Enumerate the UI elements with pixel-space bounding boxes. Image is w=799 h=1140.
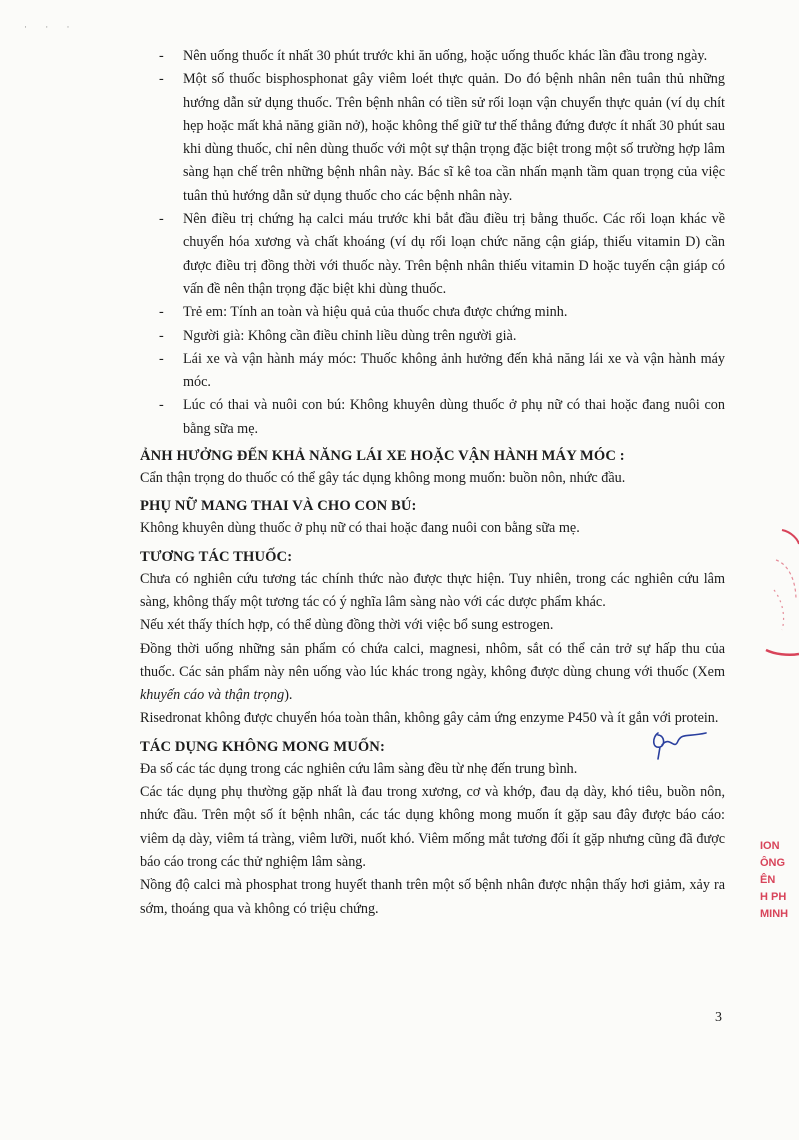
list-item (140, 68, 725, 208)
list-dash: - (159, 71, 164, 88)
list-dash: - (159, 211, 164, 228)
list-item-text: Một số thuốc bisphosphonat gây viêm loét thực quản. Do đó bệnh nhân nên tuân thủ những hướng dẫn sử dụng thuốc. Trên bệnh nhân có tiền sử rối loạn vận chuyển thực quản (ví dụ chít hẹp hoặc mất khả năng giãn nở), hoặc không thể giữ tư thế thẳng đứng được ít nhất 30 phút sau khi dùng thuốc, chỉ nên dùng thuốc với một sự thận trọng đặc biệt trong một số trường hợp lâm sàng hạn chế trên những bệnh nhân này. Bác sĩ kê toa cần nhấn mạnh tầm quan trọng của việc tuân thủ hướng dẫn sử dụng thuốc cho các bệnh nhân này. (183, 71, 725, 204)
list-item (140, 348, 725, 395)
stamp-text: ION (760, 840, 780, 852)
list-item-text: Nên điều trị chứng hạ calci máu trước khi bắt đầu điều trị bằng thuốc. Các rối loạn khác về chuyển hóa xương và chất khoáng (ví dụ rối loạn chức năng cận giáp, thiếu vitamin D) cần được điều trị đồng thời với thuốc này. Trên bệnh nhân thiếu vitamin D hoặc tuyến cận giáp có vấn đề nên thận trọng đặc biệt khi dùng thuốc. (183, 211, 725, 297)
precautions-list (140, 45, 725, 441)
cross-reference: khuyến cáo và thận trọng (140, 687, 285, 704)
side-effects-paragraph-3: Nồng độ calci mà phosphat trong huyết thanh trên một số bệnh nhân được nhận thấy hơi giảm, xảy ra sớm, thoáng qua và không có triệu chứng. (140, 877, 725, 917)
interactions-paragraph-4: Risedronat không được chuyển hóa toàn thân, không gây cảm ứng enzyme P450 và ít gắn với protein. (140, 710, 719, 727)
list-dash: - (159, 350, 164, 367)
stamp-text: H PH (760, 891, 787, 903)
interactions-paragraph-2: Nếu xét thấy thích hợp, có thể dùng đồng thời với việc bổ sung estrogen. (140, 617, 554, 634)
driving-text: Cẩn thận trọng do thuốc có thể gây tác dụng không mong muốn: buồn nôn, nhức đầu. (140, 470, 626, 487)
pregnancy-text: Không khuyên dùng thuốc ở phụ nữ có thai hoặc đang nuôi con bằng sữa mẹ. (140, 520, 580, 537)
list-item-text: Người già: Không cần điều chỉnh liều dùng trên người già. (183, 327, 517, 344)
list-item-text: Lái xe và vận hành máy móc: Thuốc không ảnh hưởng đến khả năng lái xe và vận hành máy móc. (183, 350, 725, 391)
red-stamp-fragment-upper (752, 520, 799, 675)
interactions-paragraph-1: Chưa có nghiên cứu tương tác chính thức nào được thực hiện. Tuy nhiên, trong các nghiên cứu lâm sàng, không thấy một tương tác có ý nghĩa lâm sàng nào với các dược phẩm khác. (140, 570, 725, 610)
side-effects-paragraph-2: Các tác dụng phụ thường gặp nhất là đau trong xương, cơ và khớp, đau dạ dày, khó tiêu, buồn nôn, nhức đầu. Trên một số ít bệnh nhân, các tác dụng không mong muốn ít gặp sau đây được báo cáo: viêm dạ dày, viêm tá tràng, viêm lưỡi, nuốt khó. Viêm mống mắt tương đối ít gặp nhưng cũng đã được báo cáo trong các thử nghiệm lâm sàng. (140, 784, 725, 870)
list-item-text: Nên uống thuốc ít nhất 30 phút trước khi ăn uống, hoặc uống thuốc khác lần đầu trong ngày. (183, 48, 708, 64)
list-item-text: Trẻ em: Tính an toàn và hiệu quả của thuốc chưa được chứng minh. (183, 304, 568, 321)
list-dash: - (159, 397, 164, 414)
interactions-p3-end: ). (284, 687, 293, 704)
scan-specks: · · · (24, 22, 78, 32)
page-number: 3 (715, 1010, 722, 1025)
list-dash: - (159, 48, 164, 64)
section-heading-pregnancy: PHỤ NỮ MANG THAI VÀ CHO CON BÚ: (140, 498, 417, 515)
list-item (140, 301, 725, 324)
list-item (140, 45, 725, 68)
section-heading-driving: ẢNH HƯỞNG ĐẾN KHẢ NĂNG LÁI XE HOẶC VẬN HÀNH MÁY MÓC : (140, 448, 625, 465)
stamp-text: ÔNG (760, 857, 786, 869)
section-heading-interactions: TƯƠNG TÁC THUỐC: (140, 548, 293, 565)
side-effects-paragraph-1: Đa số các tác dụng trong các nghiên cứu lâm sàng đều từ nhẹ đến trung bình. (140, 760, 578, 777)
list-item (140, 208, 725, 301)
list-item-text: Lúc có thai và nuôi con bú: Không khuyên dùng thuốc ở phụ nữ có thai hoặc đang nuôi con bằng sữa mẹ. (183, 397, 725, 437)
handwritten-initials (648, 727, 718, 766)
list-dash: - (159, 327, 164, 344)
stamp-text: ÊN (760, 874, 776, 886)
stamp-text: MINH (760, 908, 789, 920)
interactions-p3-text: Đồng thời uống những sản phẩm có chứa calci, magnesi, nhôm, sắt có thể cản trở sự hấp thu của thuốc. Các sản phẩm này nên uống vào lúc khác trong ngày, không được dùng chung với thuốc (Xem (140, 640, 725, 680)
list-item (140, 394, 725, 441)
list-item (140, 325, 725, 348)
section-heading-side-effects: TÁC DỤNG KHÔNG MONG MUỐN: (140, 738, 385, 755)
list-dash: - (159, 304, 164, 321)
document-body (140, 45, 725, 921)
red-stamp-fragment-lower (760, 838, 799, 923)
interactions-paragraph-3 (140, 638, 725, 708)
